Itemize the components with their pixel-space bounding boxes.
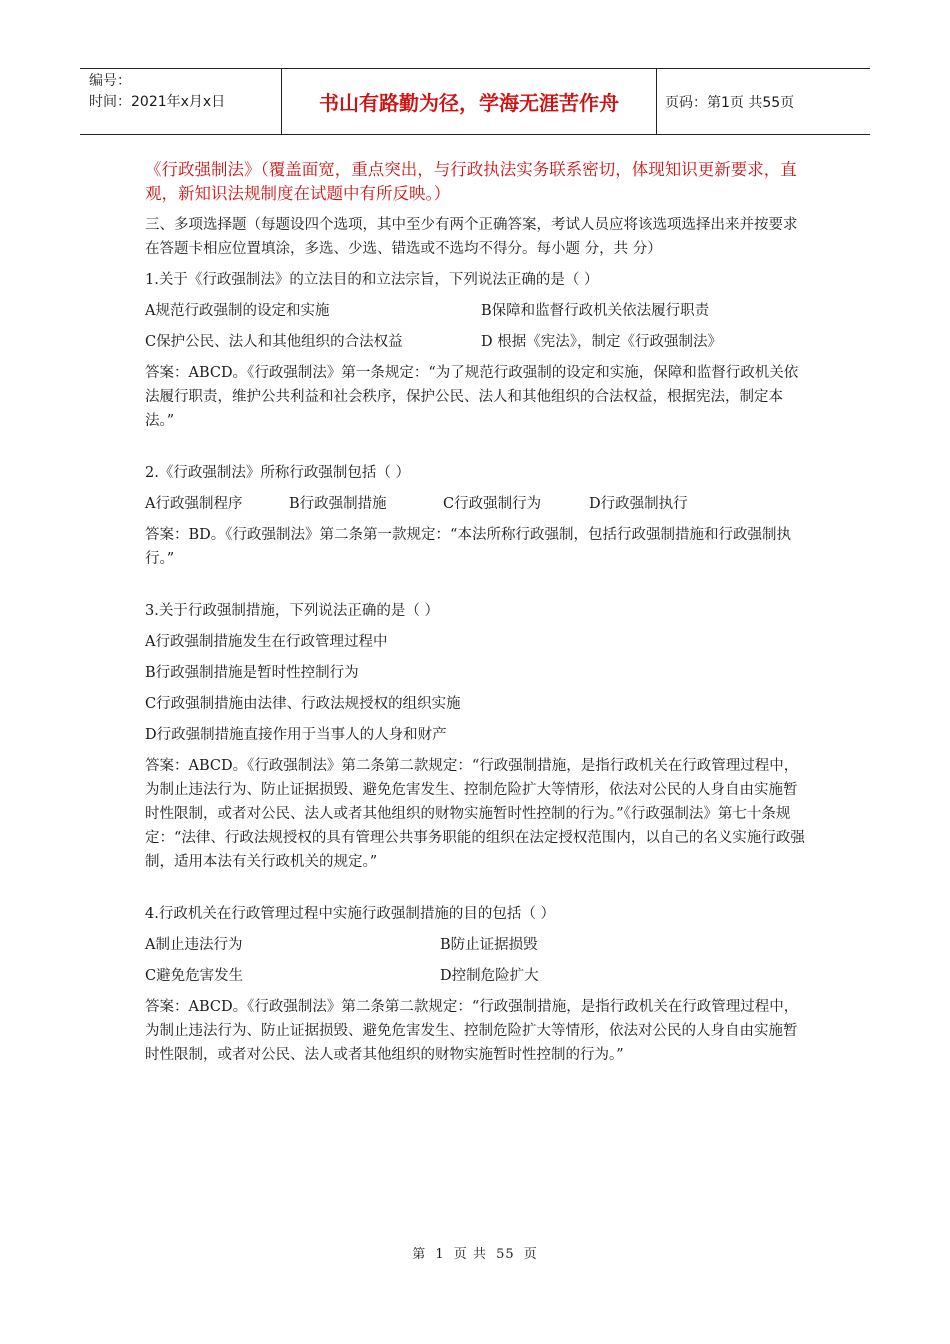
document-header: [80, 68, 870, 135]
answer-text: 答案：BD。《行政强制法》第二条第一款规定：“本法所称行政强制，包括行政强制措施和行政强制执行。”: [145, 527, 791, 567]
header-page-info: 页码：第1页 共55页: [665, 94, 795, 111]
page-footer: [0, 1243, 950, 1262]
question-stem: 1.关于《行政强制法》的立法目的和立法宗旨，下列说法正确的是（ ）: [145, 272, 599, 288]
option-d: D行政强制执行: [589, 496, 688, 512]
question-stem: 4.行政机关在行政管理过程中实施行政强制措施的目的包括（ ）: [145, 906, 555, 922]
answer-text: 答案：ABCD。《行政强制法》第二条第二款规定：“行政强制措施，是指行政机关在行政管理过程中，为制止违法行为、防止证据损毁、避免危害发生、控制危险扩大等情形，依法对公民的人身自由实施暂时性限制，或者对公民、法人或者其他组织的财物实施暂时性控制的行为。”: [145, 999, 799, 1063]
date-label: 时间：2021年x月x日: [89, 94, 226, 110]
options-row: [145, 964, 810, 988]
option-d: D行政强制措施直接作用于当事人的人身和财产: [145, 727, 447, 743]
options-row: [145, 933, 810, 957]
options-row: [145, 299, 810, 323]
question-stem: 2.《行政强制法》所称行政强制包括（ ）: [145, 465, 410, 481]
option-b: B防止证据损毁: [440, 937, 538, 953]
answer-text: 答案：ABCD。《行政强制法》第二条第二款规定：“行政强制措施，是指行政机关在行政管理过程中，为制止违法行为、防止证据损毁、避免危害发生、控制危险扩大等情形，依法对公民的人身自由实施暂时性限制，或者对公民、法人或者其他组织的财物实施暂时性控制的行为。”《行政强制法》第七十条规定：“法律、行政法规授权的具有管理公共事务职能的组织在法定授权范围内，以自己的名义实施行政强制，适用本法有关行政机关的规定。”: [145, 758, 805, 870]
option-c: C行政强制措施由法律、行政法规授权的组织实施: [145, 696, 461, 712]
option-d: D控制危险扩大: [440, 968, 539, 984]
section-title: 三、多项选择题（每题设四个选项，其中至少有两个正确答案，考试人员应将该选项选择出来并按要求在答题卡相应位置填涂，多选、少选、错选或不选均不得分。每小题 分，共 分）: [145, 217, 798, 257]
option-a: A制止违法行为: [145, 937, 243, 953]
options-row: [145, 330, 810, 354]
footer-page-number: 1: [435, 1247, 445, 1262]
answer-text: 答案：ABCD。《行政强制法》第一条规定：“为了规范行政强制的设定和实施，保障和监督行政机关依法履行职责，维护公共利益和社会秩序，保护公民、法人和其他组织的合法权益，根据宪法，制定本法。”: [145, 365, 799, 429]
footer-suffix: 页: [523, 1247, 538, 1262]
option-b: B行政强制措施是暂时性控制行为: [145, 665, 359, 681]
option-c: C保护公民、法人和其他组织的合法权益: [145, 334, 403, 350]
question-stem: 3.关于行政强制措施，下列说法正确的是（ ）: [145, 603, 439, 619]
option-d: D 根据《宪法》，制定《行政强制法》: [481, 334, 722, 350]
option-a: A行政强制程序: [145, 496, 243, 512]
options-row: [145, 492, 810, 516]
option-b: B保障和监督行政机关依法履行职责: [481, 303, 710, 319]
footer-prefix: 第: [412, 1247, 427, 1262]
header-motto: 书山有路勤为径，学海无涯苦作舟: [282, 69, 657, 134]
option-b: B行政强制措施: [289, 496, 387, 512]
document-body: [145, 158, 810, 1067]
footer-mid: 页 共: [453, 1247, 487, 1262]
intro-text: 《行政强制法》（覆盖面宽，重点突出，与行政执法实务联系密切，体现知识更新要求，直观，新知识法规制度在试题中有所反映。）: [145, 160, 797, 203]
option-a: A行政强制措施发生在行政管理过程中: [145, 634, 388, 650]
option-a: A规范行政强制的设定和实施: [145, 303, 330, 319]
option-c: C行政强制行为: [443, 496, 542, 512]
footer-total-pages: 55: [496, 1247, 515, 1262]
option-c: C避免危害发生: [145, 968, 244, 984]
header-meta: [80, 69, 282, 134]
code-label: 编号：: [89, 73, 131, 89]
